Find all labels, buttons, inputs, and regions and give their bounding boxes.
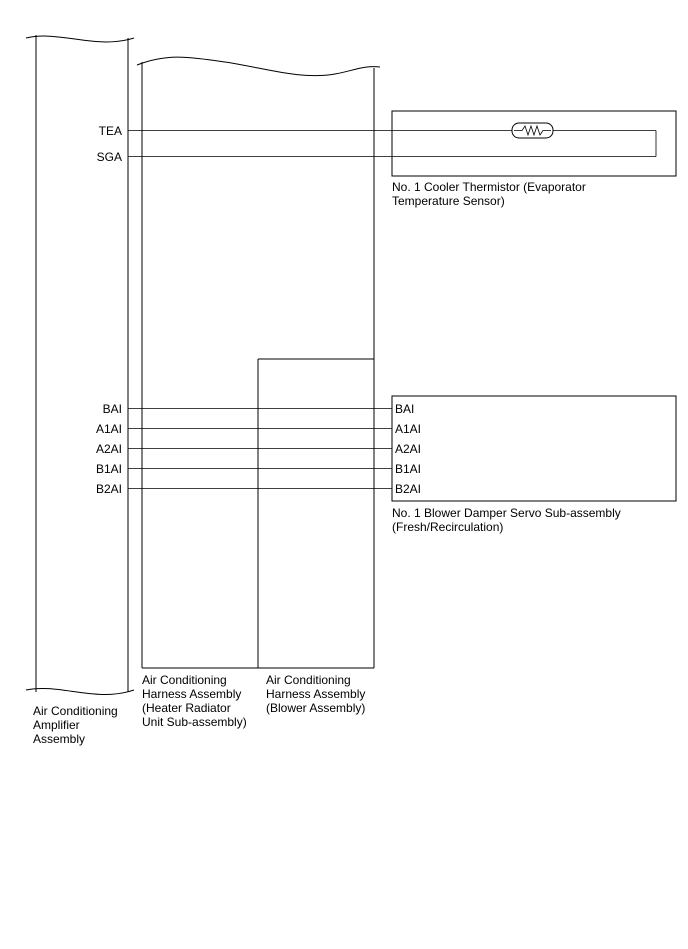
thermistor-caption-line: No. 1 Cooler Thermistor (Evaporator: [392, 180, 586, 194]
servo-pin-a2ai: A2AI: [395, 442, 422, 456]
thermistor-caption-line: Temperature Sensor): [392, 194, 505, 208]
amp-pin-bai: BAI: [102, 402, 122, 416]
amp-pin-tea: TEA: [98, 124, 122, 138]
amplifier-caption-line: Assembly: [33, 732, 86, 746]
servo-pin-b1ai: B1AI: [395, 462, 422, 476]
servo-pin-labels: [395, 402, 421, 496]
servo-caption: [392, 506, 621, 534]
heater-harness-caption-line: (Heater Radiator: [142, 701, 231, 715]
heater-harness-caption-line: Unit Sub-assembly): [142, 715, 247, 729]
thermistor-box: [392, 111, 676, 176]
servo-box: [392, 396, 676, 501]
heater-harness-caption: [142, 673, 247, 729]
servo-pin-a1ai: A1AI: [395, 422, 422, 436]
amplifier-top-break: [26, 36, 134, 42]
heater-harness-caption-line: Harness Assembly: [142, 687, 242, 701]
servo-caption-line: (Fresh/Recirculation): [392, 520, 504, 534]
blower-harness-assembly: [258, 359, 374, 668]
blower-harness-caption-line: Air Conditioning: [266, 673, 351, 687]
amp-pin-a2ai: A2AI: [95, 442, 122, 456]
thermistor-caption: [392, 180, 586, 208]
servo-pin-b2ai: B2AI: [395, 482, 422, 496]
amplifier-caption: [33, 704, 118, 746]
blower-harness-caption-line: (Blower Assembly): [266, 701, 366, 715]
amp-pin-a1ai: A1AI: [95, 422, 122, 436]
amplifier-caption-line: Air Conditioning: [33, 704, 118, 718]
amplifier-pin-labels: [96, 124, 122, 496]
amplifier-caption-line: Amplifier: [33, 718, 80, 732]
amp-pin-sga: SGA: [96, 150, 122, 164]
heater-harness-caption-line: Air Conditioning: [142, 673, 227, 687]
resistor-zigzag-icon: [514, 126, 551, 135]
servo-pin-bai: BAI: [395, 402, 415, 416]
blower-harness-caption: [266, 673, 365, 715]
amp-pin-b1ai: B1AI: [95, 462, 122, 476]
amp-pin-b2ai: B2AI: [95, 482, 122, 496]
blower-harness-caption-line: Harness Assembly: [266, 687, 366, 701]
amplifier-bottom-break: [26, 688, 134, 694]
servo-caption-line: No. 1 Blower Damper Servo Sub-assembly: [392, 506, 621, 520]
heater-harness-top-break: [137, 57, 380, 76]
thermistor-component: [392, 111, 676, 176]
servo-component: [392, 396, 676, 501]
